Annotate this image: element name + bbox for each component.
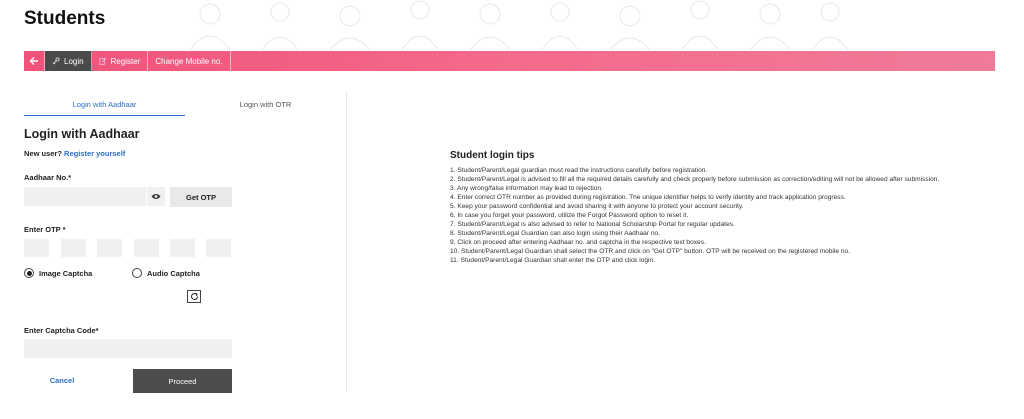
list-item: 5. Keep your password confidential and avoid sharing it with anyone to protect your account security.	[450, 203, 744, 210]
captcha-input[interactable]	[24, 339, 232, 358]
register-link[interactable]: Register yourself	[64, 149, 126, 158]
nav-item-change-mobile[interactable]	[148, 51, 230, 71]
edit-icon	[99, 57, 107, 65]
otp-digit-input[interactable]	[170, 239, 195, 257]
eye-icon	[151, 193, 161, 200]
radio-image-captcha[interactable]	[24, 268, 92, 278]
nav-item-register[interactable]	[92, 51, 149, 71]
captcha-code-label: Enter Captcha Code*	[24, 326, 99, 335]
nav-item-login[interactable]	[45, 51, 92, 71]
otp-digit-input[interactable]	[97, 239, 122, 257]
login-tips-panel	[450, 150, 1010, 265]
radio-audio-captcha[interactable]	[132, 268, 200, 278]
nav-item-label: Change Mobile no.	[155, 56, 223, 66]
otp-label: Enter OTP *	[24, 225, 66, 234]
cancel-button[interactable]: Cancel	[49, 376, 75, 385]
otp-digit-input[interactable]	[134, 239, 159, 257]
get-otp-button[interactable]: Get OTP	[170, 187, 232, 207]
radio-circle	[132, 268, 142, 278]
toggle-visibility-button[interactable]	[147, 187, 165, 206]
login-tabs	[24, 92, 346, 116]
header-illustration	[170, 0, 850, 50]
radio-label: Audio Captcha	[147, 268, 200, 278]
panel-divider	[346, 92, 347, 392]
aadhaar-label: Aadhaar No.*	[24, 173, 72, 182]
tips-title: Student login tips	[450, 150, 535, 161]
tab-login-aadhaar[interactable]: Login with Aadhaar	[24, 92, 185, 116]
list-item: 2. Student/Parent/Legal is advised to fill all the required details carefully and check properly before submission as correction/editing will not be allowed after submission.	[450, 176, 940, 183]
list-item: 6. In case you forget your password, utilize the Forgot Password option to reset it.	[450, 212, 689, 219]
otp-digit-input[interactable]	[206, 239, 231, 257]
arrow-left-icon	[29, 56, 39, 66]
new-user-text: New user?	[24, 149, 62, 158]
new-user-line	[24, 149, 125, 158]
login-tabs-container	[24, 92, 292, 116]
refresh-icon	[190, 292, 199, 301]
back-button[interactable]	[24, 51, 45, 71]
radio-label: Image Captcha	[39, 268, 93, 278]
list-item: 9. Click on proceed after entering Aadhaar no. and captcha in the respective text boxes.	[450, 239, 706, 246]
refresh-captcha-button[interactable]	[187, 290, 201, 303]
proceed-button[interactable]: Proceed	[133, 369, 232, 393]
list-item: 8. Student/Parent/Legal Guardian can also login using their Aadhaar no.	[450, 230, 661, 237]
list-item: 10. Student/Parent/Legal Guardian shall select the OTR and click on "Get OTP" button. OTP will be received on the registered mobile no.	[450, 248, 851, 255]
page-title: Students	[24, 8, 106, 29]
list-item: 7. Student/Parent/Legal is also advised to refer to National Scholarship Portal for regular updates.	[450, 221, 735, 228]
list-item: 3. Any wrong/false information may lead to rejection.	[450, 185, 603, 192]
otp-digit-input[interactable]	[61, 239, 86, 257]
nav-item-label: Register	[110, 56, 141, 66]
list-item: 11. Student/Parent/Legal Guardian shall enter the OTP and click login.	[450, 257, 656, 264]
nav-item-label: Login	[64, 56, 84, 66]
list-item: 4. Enter correct OTR number as provided during registration. The unique identifier helps to verify identity and track application progress.	[450, 194, 846, 201]
tips-list	[450, 166, 1010, 265]
radio-circle	[24, 268, 34, 278]
tab-login-otr[interactable]: Login with OTR	[239, 100, 292, 109]
otp-digit-input[interactable]	[24, 239, 49, 257]
list-item: 1. Student/Parent/Legal guardian must read the instructions carefully before registration.	[450, 167, 708, 174]
form-title: Login with Aadhaar	[24, 127, 140, 141]
key-icon	[52, 57, 60, 65]
aadhaar-input[interactable]	[24, 187, 146, 206]
page-header	[0, 0, 1024, 50]
top-navbar	[24, 51, 995, 71]
